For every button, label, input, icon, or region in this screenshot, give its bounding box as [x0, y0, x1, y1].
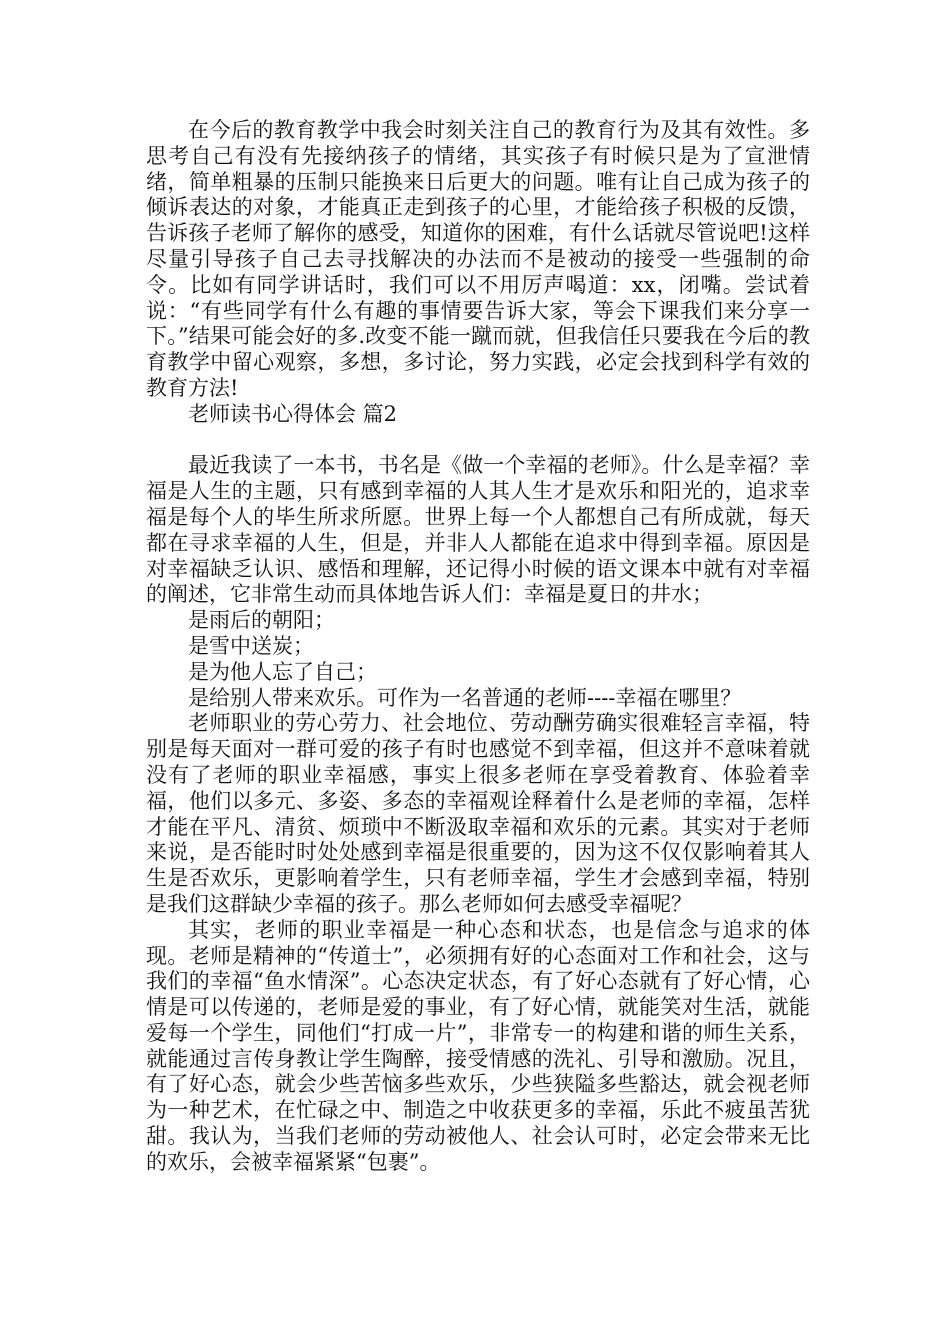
list-line-forget-self: 是为他人忘了自己； — [188, 659, 377, 684]
paragraph-happy-teacher-book: 最近我读了一本书，书名是《做一个幸福的老师》。什么是幸福？幸福是人生的主题，只有感到幸福的人其人生才是欢乐和阳光的，追求幸福是每个人的毕生所求所愿。世界上每一个人都想自己有所成就，每天都在寻求幸福的人生，但是，并非人人都能在追求中得到幸福。原因是对幸福缺乏认识、感悟和理解，还记得小时候的语文课本中就有对幸福的阐述，它非常生动而具体地告诉人们：幸福是夏日的井水； — [146, 453, 810, 607]
blank-line — [146, 428, 810, 454]
paragraph-happiness-mindset: 其实，老师的职业幸福是一种心态和状态，也是信念与追求的体现。老师是精神的“传道士”，必须拥有好的心态面对工作和社会，这与我们的幸福“鱼水情深”。心态决定状态，有了好心态就有了好心情，心情是可以传递的，老师是爱的事业，有了好心情，就能笑对生活，就能爱每一个学生，同他们“打成一片”，非常专一的构建和谐的师生关系，就能通过言传身教让学生陶醉，接受情感的洗礼、引导和激励。况且，有了好心态，就会少些苦恼多些欢乐，少些狭隘多些豁达，就会视老师为一种艺术，在忙碌之中、制造之中收获更多的幸福，乐此不疲虽苦犹甜。我认为，当我们老师的劳动被他人、社会认可时，必定会带来无比的欢乐，会被幸福紧紧“包裹”。 — [146, 917, 810, 1174]
document-page — [146, 118, 810, 1176]
section-heading: 老师读书心得体会 篇2 — [188, 401, 398, 426]
paragraph-teacher-profession: 老师职业的劳心劳力、社会地位、劳动酬劳确实很难轻言幸福，特别是每天面对一群可爱的孩子有时也感觉不到幸福，但这并不意味着就没有了老师的职业幸福感，事实上很多老师在享受着教育、体验着幸福，他们以多元、多姿、多态的幸福观诠释着什么是老师的幸福，怎样才能在平凡、清贫、烦琐中不断汲取幸福和欢乐的元素。其实对于老师来说，是否能时时处处感到幸福是很重要的，因为这不仅仅影响着其人生是否欢乐，更影响着学生，只有老师幸福，学生才会感到幸福，特别是我们这群缺少幸福的孩子。那么老师如何去感受幸福呢？ — [146, 711, 810, 916]
list-line-bring-joy: 是给别人带来欢乐。可作为一名普通的老师----幸福在哪里？ — [188, 685, 742, 710]
paragraph-education-reflection: 在今后的教育教学中我会时刻关注自己的教育行为及其有效性。多思考自己有没有先接纳孩子的情绪，其实孩子有时候只是为了宣泄情绪，简单粗暴的压制只能换来日后更大的问题。唯有让自己成为孩子的倾诉表达的对象，才能真正走到孩子的心里，才能给孩子积极的反馈，告诉孩子老师了解你的感受，知道你的困难，有什么话就尽管说吧!这样尽量引导孩子自己去寻找解决的办法而不是被动的接受一些强制的命令。比如有同学讲话时，我们可以不用厉声喝道：xx，闭嘴。尝试着说：“有些同学有什么有趣的事情要告诉大家，等会下课我们来分享一下。”结果可能会好的多.改变不能一蹴而就，但我信任只要我在今后的教育教学中留心观察，多想，多讨论，努力实践，必定会找到科学有效的教育方法! — [146, 118, 810, 400]
list-line-morning-sun: 是雨后的朝阳； — [188, 608, 335, 633]
list-line-charcoal-in-snow: 是雪中送炭； — [188, 633, 314, 658]
